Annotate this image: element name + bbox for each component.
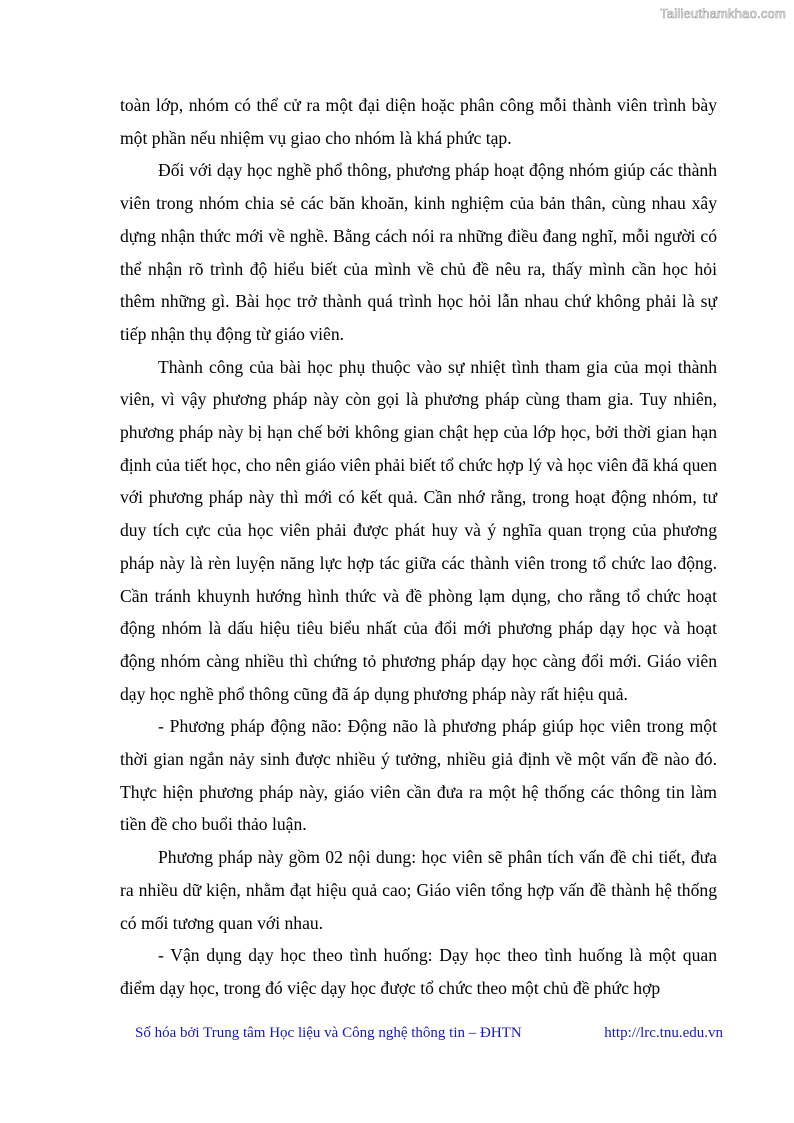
paragraph-1: toàn lớp, nhóm có thể cử ra một đại diện hoặc phân công mỗi thành viên trình bày một phần nếu nhiệm vụ giao cho nhóm là khá phức tạp. xyxy=(120,95,717,148)
footer-credit: Số hóa bởi Trung tâm Học liệu và Công nghệ thông tin – ĐHTN xyxy=(135,1025,522,1041)
page-footer xyxy=(135,1025,723,1042)
watermark-text: Tailieuthamkhao.com xyxy=(660,6,786,21)
paragraph-4: - Phương pháp động não: Động não là phương pháp giúp học viên trong một thời gian ngắn nảy sinh được nhiều ý tưởng, nhiều giả định về một vấn đề nào đó. Thực hiện phương pháp này, giáo viên cần đưa ra một hệ thống các thông tin làm tiền đề cho buổi thảo luận. xyxy=(120,716,717,835)
paragraph-3: Thành công của bài học phụ thuộc vào sự nhiệt tình tham gia của mọi thành viên, vì vậy phương pháp này còn gọi là phương pháp cùng tham gia. Tuy nhiên, phương pháp này bị hạn chế bởi không gian chật hẹp của lớp học, bởi thời gian hạn định của tiết học, cho nên giáo viên phải biết tổ chức hợp lý và học viên đã khá quen với phương pháp này thì mới có kết quả. Cần nhớ rằng, trong hoạt động nhóm, tư duy tích cực của học viên phải được phát huy và ý nghĩa quan trọng của phương pháp này là rèn luyện năng lực hợp tác giữa các thành viên trong tổ chức lao động. Cần tránh khuynh hướng hình thức và đề phòng lạm dụng, cho rằng tổ chức hoạt động nhóm là dấu hiệu tiêu biểu nhất của đổi mới phương pháp dạy học và hoạt động nhóm càng nhiều thì chứng tỏ phương pháp dạy học càng đổi mới. Giáo viên dạy học nghề phổ thông cũng đã áp dụng phương pháp này rất hiệu quả. xyxy=(120,356,717,704)
paragraph-5: Phương pháp này gồm 02 nội dung: học viên sẽ phân tích vấn đề chi tiết, đưa ra nhiều dữ kiện, nhằm đạt hiệu quả cao; Giáo viên tổng hợp vấn đề thành hệ thống có mối tương quan với nhau. xyxy=(120,847,717,933)
footer-url[interactable]: http://lrc.tnu.edu.vn xyxy=(604,1025,723,1041)
paragraph-2: Đối với dạy học nghề phổ thông, phương pháp hoạt động nhóm giúp các thành viên trong nhóm chia sẻ các băn khoăn, kinh nghiệm của bản thân, cùng nhau xây dựng nhận thức mới về nghề. Bằng cách nói ra những điều đang nghĩ, mỗi người có thể nhận rõ trình độ hiểu biết của mình về chủ đề nêu ra, thấy mình cần học hỏi thêm những gì. Bài học trở thành quá trình học hỏi lẫn nhau chứ không phải là sự tiếp nhận thụ động từ giáo viên. xyxy=(120,160,717,344)
document-body xyxy=(120,89,717,1005)
paragraph-6: - Vận dụng dạy học theo tình huống: Dạy học theo tình huống là một quan điểm dạy học, trong đó việc dạy học được tổ chức theo một chủ đề phức hợp xyxy=(120,945,717,998)
